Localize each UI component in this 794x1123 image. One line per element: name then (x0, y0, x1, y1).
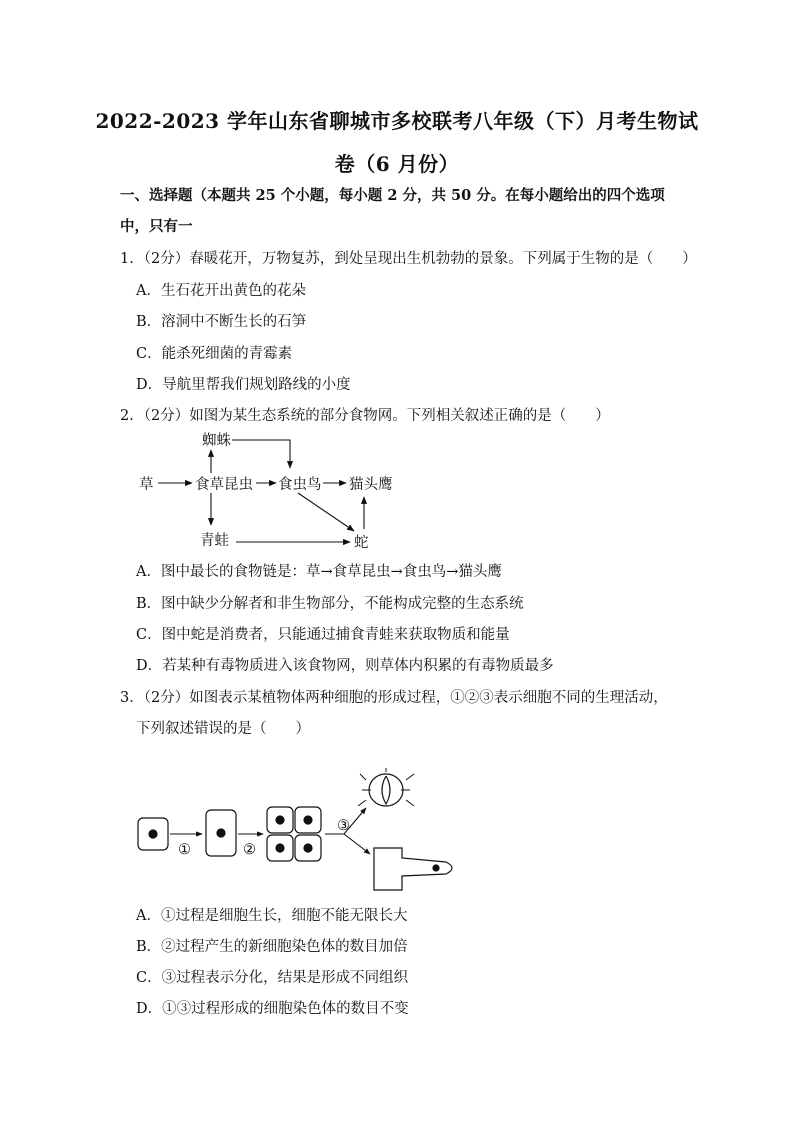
question-2-option-b: B．图中缺少分解者和非生物部分，不能构成完整的生态系统 (136, 596, 524, 612)
question-2-stem: 2．（2分）如图为某生态系统的部分食物网。下列相关叙述正确的是（ ） (120, 408, 610, 424)
arrow-spider-bird (232, 440, 290, 468)
question-3-option-d: D．①③过程形成的细胞染色体的数目不变 (136, 1001, 409, 1017)
question-3-option-b: B．②过程产生的新细胞染色体的数目加倍 (136, 939, 408, 955)
node-snake: 蛇 (354, 535, 369, 551)
node-frog: 青蛙 (200, 533, 229, 549)
question-1-option-d: D．导航里帮我们规划路线的小度 (136, 377, 351, 393)
arrow-process-3-down (344, 834, 370, 854)
question-2-option-d: D．若某种有毒物质进入该食物网，则草体内积累的有毒物质最多 (136, 658, 554, 674)
paper-title-line1: 2022-2023 学年山东省聊城市多校联考八年级（下）月考生物试 (95, 109, 699, 133)
section-heading: 一、选择题（本题共 25 个小题，每小题 2 分，共 50 分。在每小题给出的四个选项中，只有一 (120, 187, 665, 235)
node-bird: 食虫鸟 (278, 477, 322, 493)
stoma-cells (369, 774, 403, 806)
node-insect: 食草昆虫 (195, 477, 253, 493)
food-web-diagram (120, 425, 420, 555)
node-owl: 猫头鹰 (349, 477, 393, 493)
label-1: ① (178, 842, 191, 858)
question-3-stem: 3．（2分）如图表示某植物体两种细胞的形成过程，①②③表示细胞不同的生理活动， (120, 690, 668, 706)
root-hair-cell (374, 848, 452, 890)
question-3-stem-cont: 下列叙述错误的是（ ） (136, 721, 310, 737)
question-3-option-a: A．①过程是细胞生长，细胞不能无限长大 (136, 908, 408, 924)
cell-process-diagram (130, 768, 470, 898)
question-1-option-c: C．能杀死细菌的青霉素 (136, 346, 293, 362)
arrow-bird-snake (298, 493, 354, 531)
question-2-option-a: A．图中最长的食物链是：草→食草昆虫→食虫鸟→猫头鹰 (136, 564, 502, 580)
question-3-option-c: C．③过程表示分化，结果是形成不同组织 (136, 970, 409, 986)
node-grass: 草 (139, 477, 154, 493)
question-1-stem: 1．（2分）春暖花开，万物复苏，到处呈现出生机勃勃的景象。下列属于生物的是（ ） (120, 251, 697, 267)
question-1-option-a: A．生石花开出黄色的花朵 (136, 283, 306, 299)
label-3: ③ (337, 818, 350, 834)
label-2: ② (243, 842, 256, 858)
paper-title-line2: 卷（6 月份） (334, 152, 460, 176)
question-1-option-b: B．溶洞中不断生长的石笋 (136, 314, 307, 330)
question-2-option-c: C．图中蛇是消费者，只能通过捕食青蛙来获取物质和能量 (136, 627, 510, 643)
node-spider: 蜘蛛 (202, 433, 231, 449)
